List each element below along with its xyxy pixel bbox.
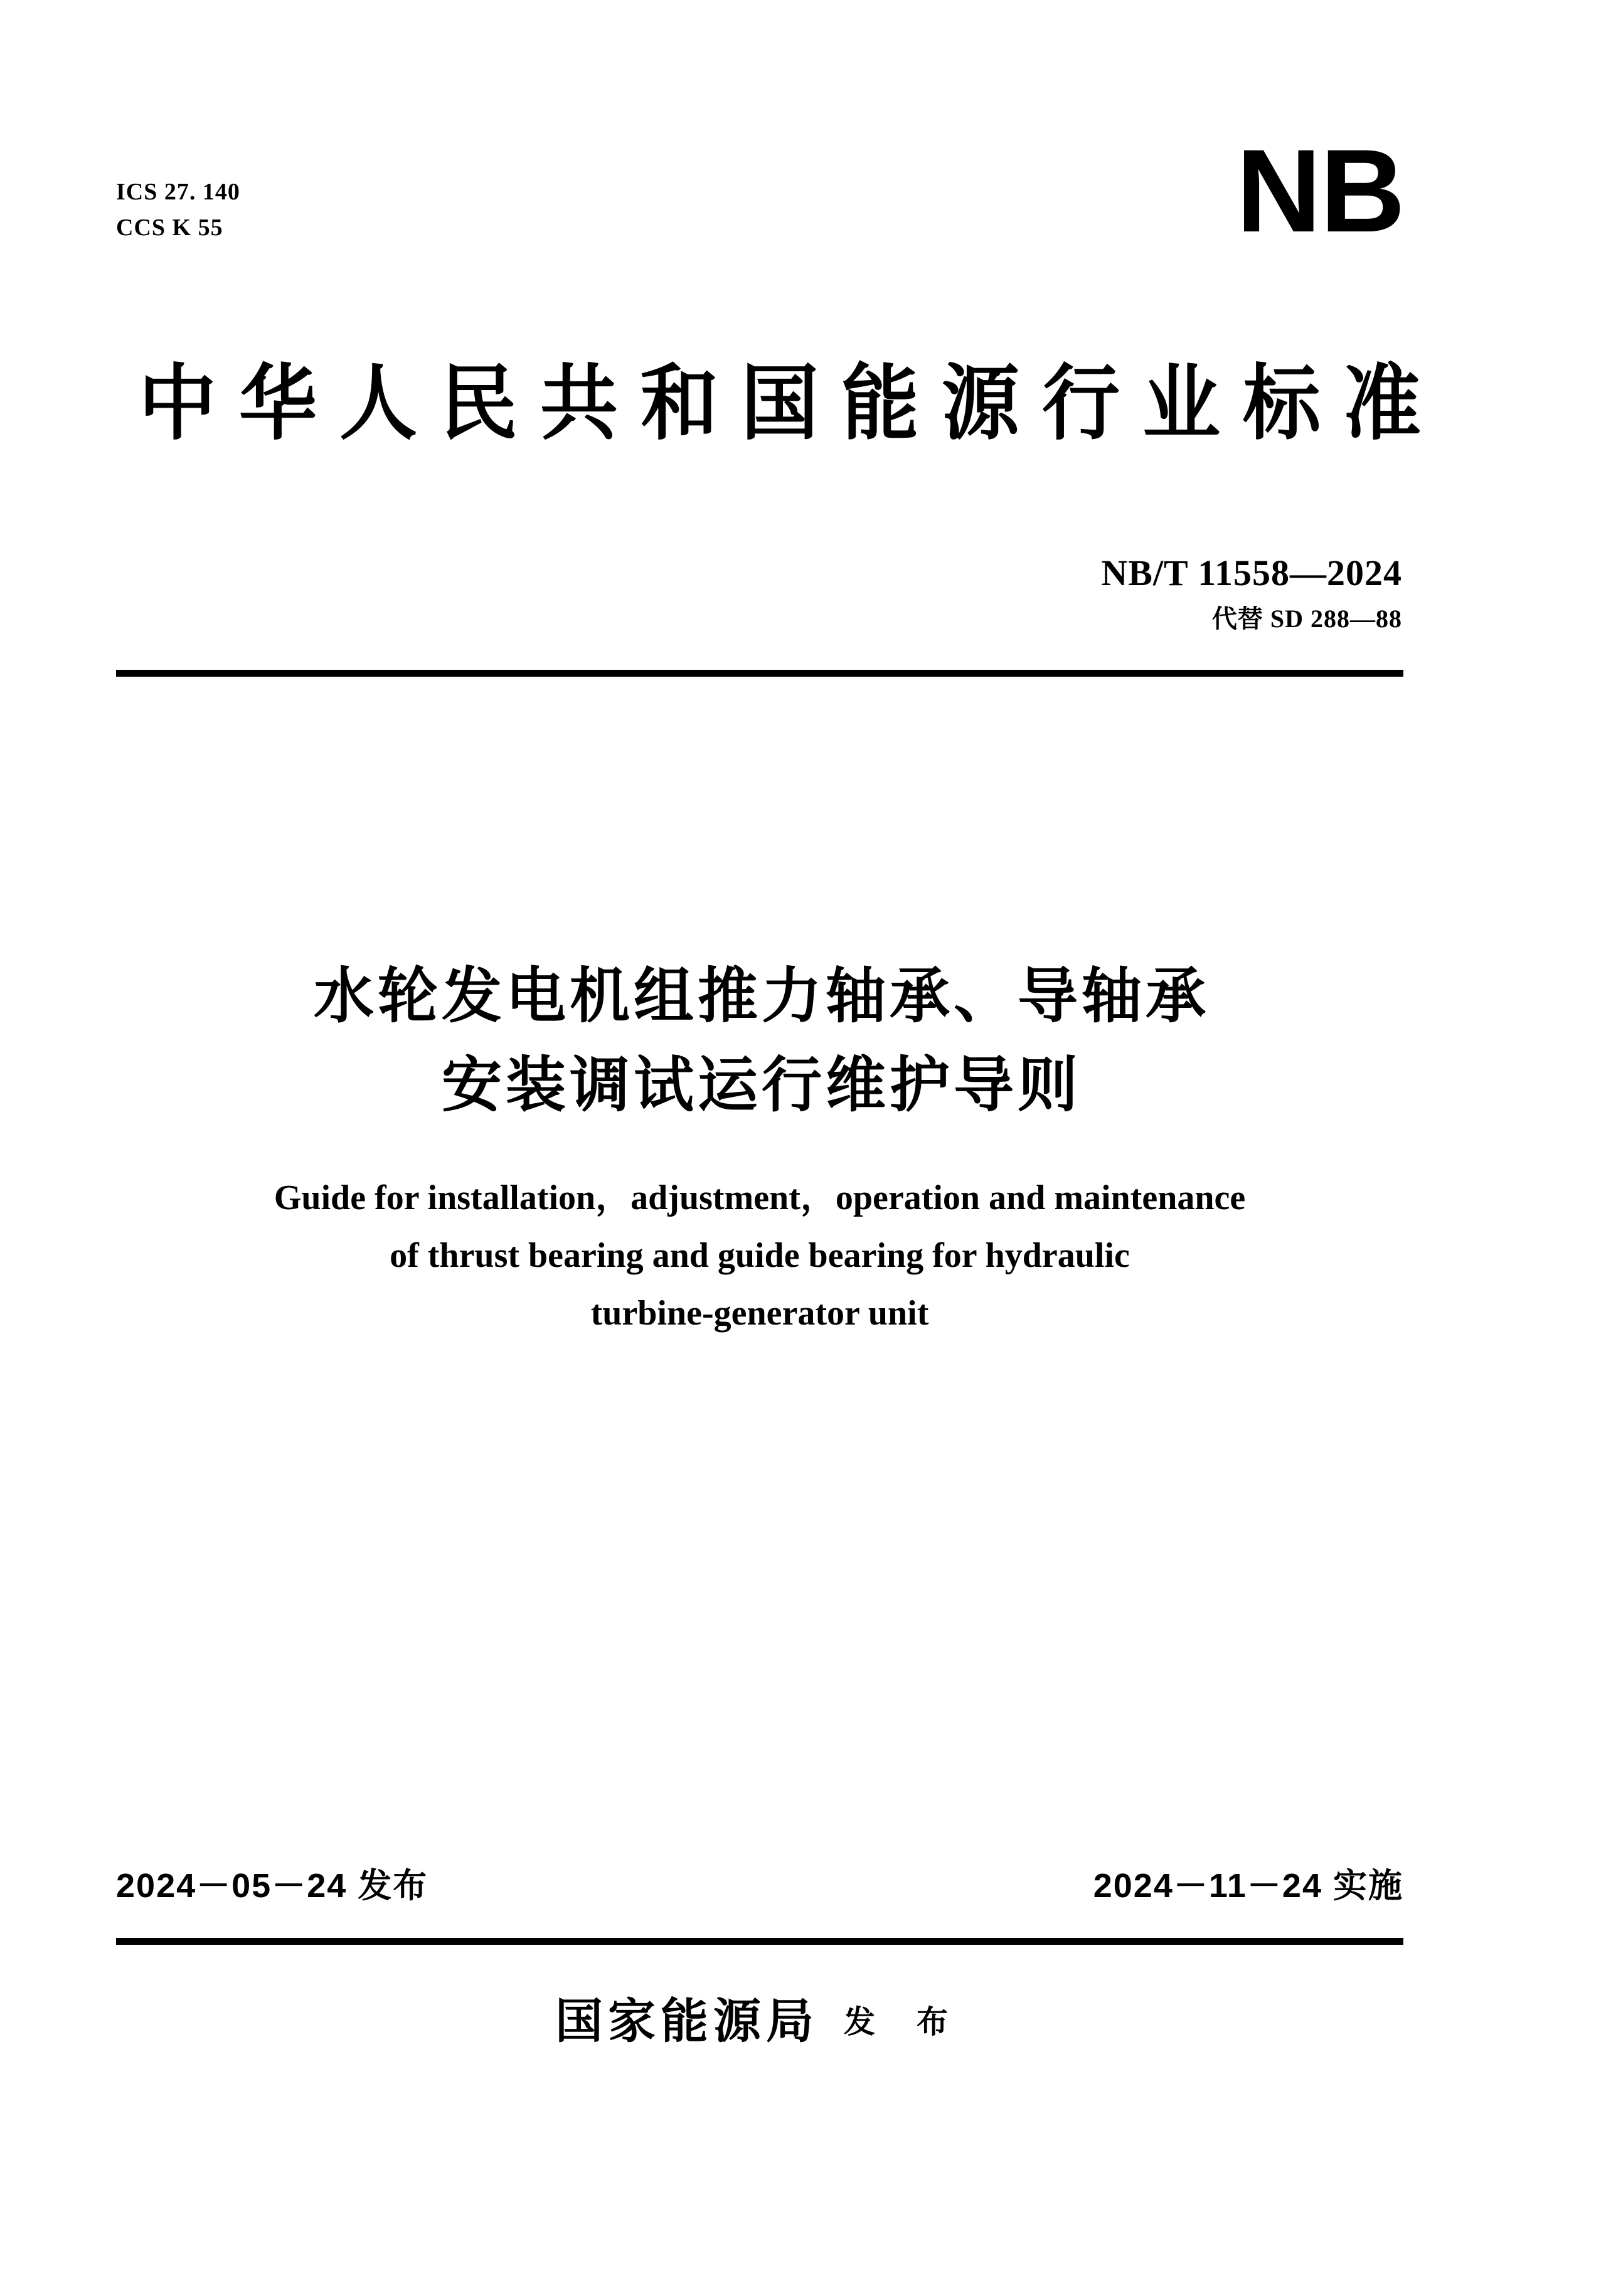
title-english-line-2: of thrust bearing and guide bearing for hydraulic: [390, 1236, 1130, 1275]
publisher-name: 国家能源局: [555, 1995, 819, 2048]
publisher-block: [116, 1993, 1403, 2051]
issue-date: 2024－05－24 发布: [116, 1867, 428, 1905]
nb-logo: NB: [1236, 125, 1404, 257]
title-chinese-line-1: 水轮发电机组推力轴承、导轴承: [314, 963, 1210, 1030]
title-english-line-1: Guide for installation，adjustment，operation and maintenance: [274, 1178, 1246, 1217]
title-block: [116, 952, 1403, 1342]
footer-divider-rule: [116, 1938, 1403, 1945]
classification-codes: [116, 174, 240, 246]
title-chinese-line-2: 安装调试运行维护导则: [442, 1052, 1082, 1119]
standard-number: NB/T 11558—2024: [1101, 553, 1402, 593]
dates-row: [116, 1866, 1403, 1905]
implementation-date: 2024－11－24 实施: [1093, 1867, 1403, 1905]
publisher-verb: 发 布: [844, 2004, 964, 2039]
standard-replaces: 代替 SD 288—88: [1211, 605, 1402, 633]
ics-code: ICS 27. 140: [116, 179, 240, 205]
header-divider-rule: [116, 670, 1403, 677]
national-standard-header: 中华人民共和国能源行业标准: [139, 357, 1444, 450]
ccs-code: CCS K 55: [116, 214, 223, 241]
title-english-line-3: turbine-generator unit: [590, 1294, 929, 1333]
standard-identifier-block: [1101, 552, 1402, 635]
title-english: [116, 1169, 1403, 1342]
